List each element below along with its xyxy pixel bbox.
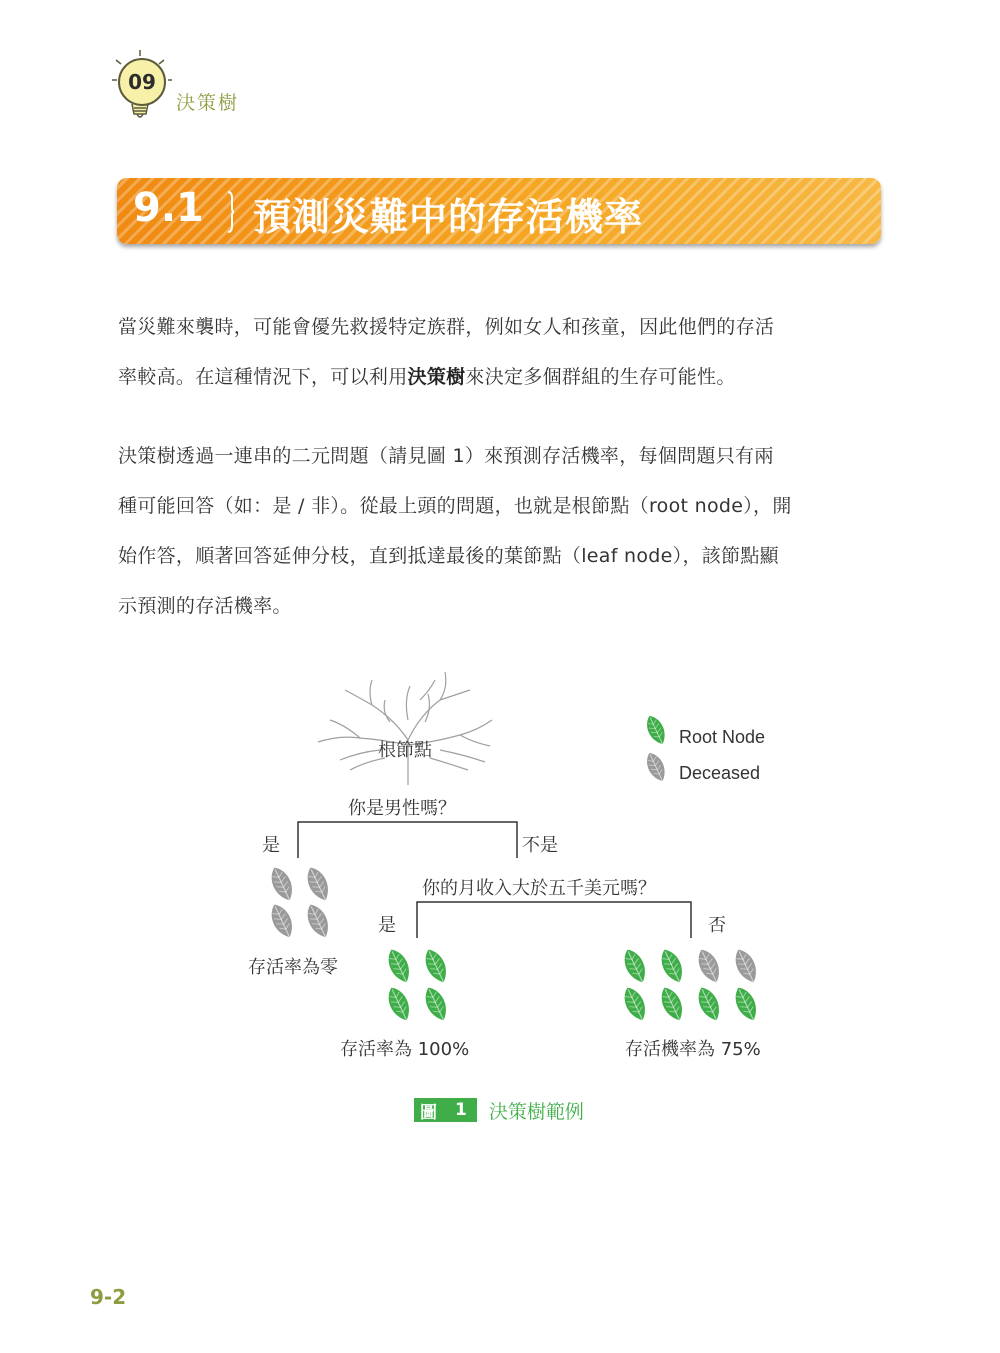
green-leaf-icon [619,946,650,986]
gray-leaf-icon [693,946,724,986]
legend-green-leaf-icon [643,713,670,748]
paragraph-1-line-1: 當災難來襲時，可能會優先救援特定族群，例如女人和孩童，因此他們的存活 [118,316,775,338]
green-leaf-icon [420,946,451,986]
section-number: 9.1 [133,185,204,231]
legend-green-label: Root Node [679,727,766,747]
green-leaf-icon [656,984,687,1024]
section-title: 預測災難中的存活機率 [253,195,644,239]
gray-leaf-icon [266,901,297,941]
question-1-no-label: 不是 [522,835,558,856]
gray-leaf-icon [302,901,333,941]
legend-gray-label: Deceased [679,763,761,783]
chapter-title: 決策樹 [176,92,240,114]
green-leaf-icon [656,946,687,986]
page-number: 9-2 [90,1285,127,1309]
gray-leaf-icon [302,864,333,904]
green-leaf-icon [730,984,761,1024]
gray-leaf-icon [266,864,297,904]
root-node-label: 根節點 [378,740,432,761]
deceased-group [266,864,333,941]
legend-gray-leaf-icon [643,750,670,785]
question-1-label: 你是男性嗎？ [348,798,456,819]
question-1-bracket [298,822,517,858]
paragraph-1-line-2-pre: 率較高。在這種情況下，可以利用 [118,366,408,388]
green-leaf-icon [420,984,451,1024]
question-2-bracket [417,902,691,938]
figure-number: 1 [455,1100,467,1120]
question-1-yes-label: 是 [262,835,280,856]
green-leaf-icon [383,984,414,1024]
figure-tag-label: 圖 [420,1102,437,1123]
survived-group [383,946,451,1024]
paragraph-2-line-1: 決策樹透過一連串的二元問題（請見圖 1）來預測存活機率，每個問題只有兩 [118,445,774,467]
chapter-number: 09 [118,58,166,106]
decision-tree-term: 決策樹 [407,366,466,388]
paragraph-2-line-4: 示預測的存活機率。 [118,595,292,617]
green-leaf-icon [693,984,724,1024]
green-leaf-icon [619,984,650,1024]
question-2-yes-label: 是 [378,915,396,936]
question-2-no-label: 否 [708,915,726,936]
question-2-label: 你的月收入大於五千美元嗎？ [422,878,656,899]
mixed-group [619,946,761,1024]
figure-caption [414,1097,584,1123]
full-survival-label: 存活率為 100% [340,1039,470,1060]
paragraph-2-line-3: 始作答，順著回答延伸分枝，直到抵達最後的葉節點（leaf node），該節點顯 [118,545,779,567]
figure-tag [414,1098,477,1122]
zero-survival-label: 存活率為零 [248,957,338,978]
gray-leaf-icon [730,946,761,986]
paragraph-2-line-2: 種可能回答（如：是 / 非）。從最上頭的問題，也就是根節點（root node），開 [118,495,792,517]
paragraph-1-line-2-post: 來決定多個群組的生存可能性。 [465,366,736,388]
partial-survival-label: 存活機率為 75% [625,1039,761,1060]
bare-tree-icon [318,672,492,785]
figure-caption-text: 決策樹範例 [488,1100,584,1123]
green-leaf-icon [383,946,414,986]
